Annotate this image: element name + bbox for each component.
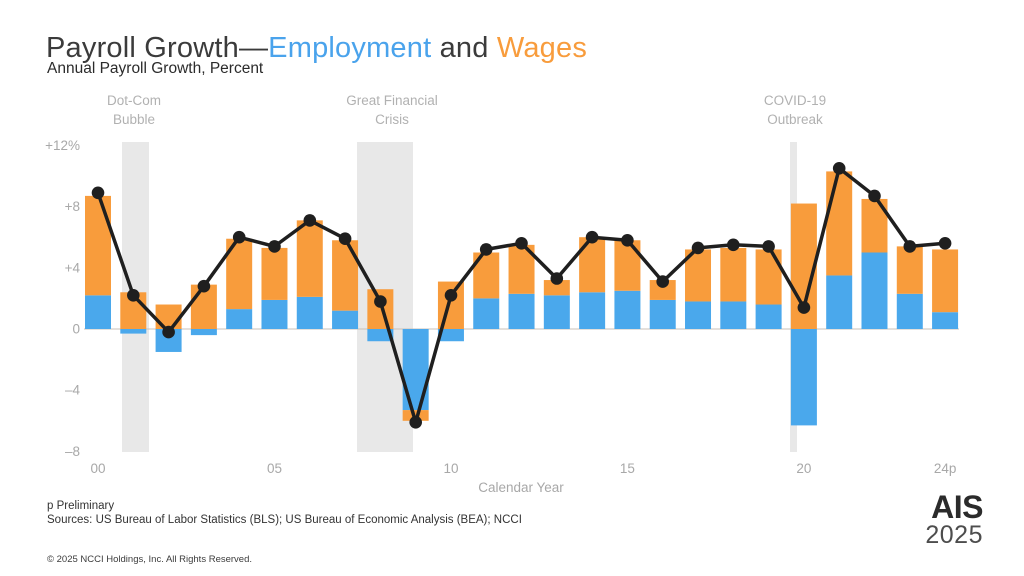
bar-wages-2019 <box>756 249 782 304</box>
copyright-text: © 2025 NCCI Holdings, Inc. All Rights Reserved. <box>47 554 253 565</box>
total-dot-2009 <box>409 416 422 429</box>
total-dot-2000 <box>92 187 105 200</box>
total-dot-2008 <box>374 295 387 308</box>
total-dot-2018 <box>727 239 740 252</box>
y-tick-label-8: +8 <box>64 199 80 215</box>
total-dot-2010 <box>445 289 458 302</box>
ais-2025-logo <box>925 489 983 549</box>
total-dot-2020 <box>798 301 811 314</box>
bar-wages-2005 <box>261 248 287 300</box>
y-tick-label--8: –8 <box>64 443 80 459</box>
bar-employment-2016 <box>650 300 676 329</box>
total-dot-2017 <box>692 242 705 255</box>
total-dot-2003 <box>198 280 211 293</box>
bar-employment-2012 <box>509 294 535 329</box>
x-axis-title: Calendar Year <box>478 480 564 495</box>
x-tick-label-05: 05 <box>266 461 283 476</box>
x-tick-label-24p: 24p <box>933 461 957 476</box>
y-tick-label-0: 0 <box>72 321 80 337</box>
bar-employment-2011 <box>473 298 499 329</box>
total-dot-2014 <box>586 231 599 244</box>
total-dot-2007 <box>339 232 352 245</box>
logo-ais-text: AIS <box>931 489 983 525</box>
x-tick-label-10: 10 <box>443 461 459 476</box>
total-dot-2024p <box>939 237 952 250</box>
bar-employment-2001 <box>120 329 146 334</box>
total-dot-2011 <box>480 243 493 256</box>
footnote-preliminary: p Preliminary <box>47 500 115 512</box>
bar-wages-2007 <box>332 240 358 310</box>
x-tick-label-15: 15 <box>619 461 635 476</box>
bar-employment-2024p <box>932 312 958 329</box>
title-wages: Wages <box>496 32 588 65</box>
total-dot-2005 <box>268 240 281 253</box>
bar-employment-2005 <box>261 300 287 329</box>
total-dot-2001 <box>127 289 140 302</box>
bar-employment-2018 <box>720 301 746 329</box>
bar-employment-2013 <box>544 295 570 329</box>
title-employment: Employment <box>268 32 432 65</box>
bar-wages-2002 <box>156 305 182 329</box>
total-dot-2015 <box>621 234 634 247</box>
bar-employment-2021 <box>826 275 852 329</box>
total-dot-2022 <box>868 190 881 203</box>
total-dot-2006 <box>304 214 317 227</box>
bar-employment-2015 <box>614 291 640 329</box>
chart-subtitle: Annual Payroll Growth, Percent <box>47 60 264 77</box>
bar-wages-2008 <box>367 289 393 329</box>
y-tick-label-12: +12% <box>45 137 80 153</box>
bar-wages-2015 <box>614 240 640 290</box>
x-tick-label-20: 20 <box>796 461 812 476</box>
bar-employment-2020 <box>791 329 817 425</box>
total-dot-2002 <box>162 326 175 339</box>
total-dot-2004 <box>233 231 246 244</box>
bar-employment-2000 <box>85 295 111 329</box>
bar-employment-2022 <box>861 253 887 330</box>
total-dot-2023 <box>904 240 917 253</box>
era-label-great-financial-crisis: Great Financial Crisis <box>346 93 438 127</box>
bar-employment-2023 <box>897 294 923 329</box>
total-dot-2012 <box>515 237 528 250</box>
bar-employment-2009 <box>403 329 429 410</box>
y-tick-label--4: –4 <box>64 382 80 398</box>
total-dot-2021 <box>833 162 846 175</box>
bar-employment-2003 <box>191 329 217 335</box>
era-label-covid-19-outbreak: COVID-19 Outbreak <box>763 93 827 127</box>
title-prefix: Payroll Growth— <box>46 32 269 65</box>
total-dot-2016 <box>656 275 669 288</box>
era-label-dot-com-bubble: Dot-Com Bubble <box>106 93 162 127</box>
bar-wages-2000 <box>85 196 111 295</box>
bar-wages-2023 <box>897 246 923 293</box>
total-dot-2019 <box>762 240 775 253</box>
bar-wages-2018 <box>720 248 746 302</box>
bar-employment-2017 <box>685 301 711 329</box>
bar-wages-2006 <box>297 220 323 297</box>
bar-employment-2004 <box>226 309 252 329</box>
y-tick-label-4: +4 <box>64 260 80 276</box>
bar-employment-2019 <box>756 305 782 329</box>
bar-employment-2007 <box>332 311 358 329</box>
bar-employment-2006 <box>297 297 323 329</box>
total-dot-2013 <box>551 272 564 285</box>
bar-wages-2024p <box>932 249 958 312</box>
bar-employment-2014 <box>579 292 605 329</box>
footnote-sources: Sources: US Bureau of Labor Statistics (BLS); US Bureau of Economic Analysis (BEA); NCCI <box>47 514 522 526</box>
logo-year-text: 2025 <box>925 521 983 549</box>
bar-wages-2021 <box>826 171 852 275</box>
title-connector: and <box>431 32 497 65</box>
x-tick-label-00: 00 <box>90 461 106 476</box>
